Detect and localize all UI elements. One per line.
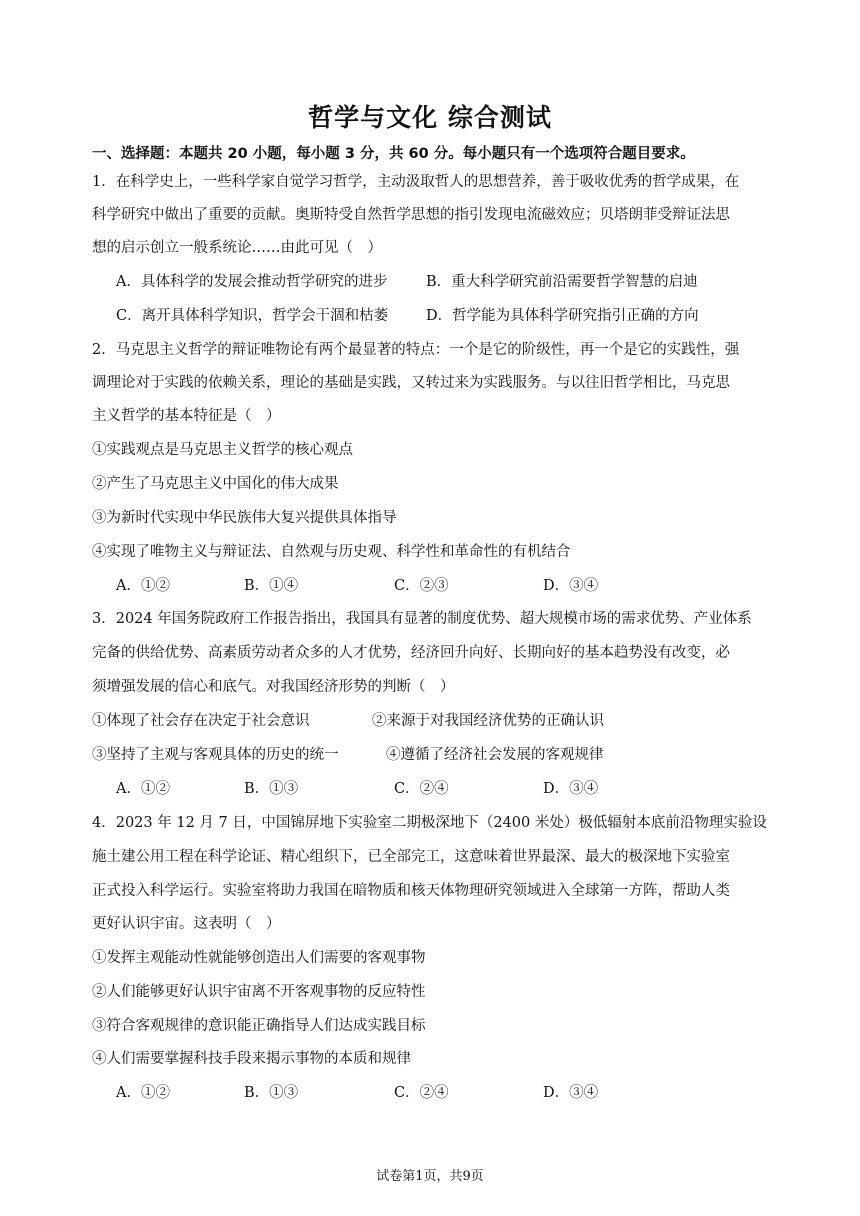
statement-4: ④实现了唯物主义与辩证法、自然观与历史观、科学性和革命性的有机结合 — [92, 544, 571, 560]
question-stem-line: 调理论对于实践的依赖关系，理论的基础是实践，又转过来为实践服务。与以往旧哲学相比，马克思 — [92, 375, 730, 391]
option-c: C．②④ — [394, 1085, 449, 1101]
option-c: C．离开具体科学知识，哲学会干涸和枯萎 — [116, 308, 389, 324]
option-c: C．②④ — [394, 781, 449, 797]
option-a: A．①② — [116, 578, 170, 594]
statement-3: ③为新时代实现中华民族伟大复兴提供具体指导 — [92, 510, 397, 526]
section-heading: 一、选择题：本题共 20 小题，每小题 3 分，共 60 分。每小题只有一个选项符合题目要求。 — [92, 146, 695, 162]
statement-3: ③符合客观规律的意识能正确指导人们达成实践目标 — [92, 1018, 426, 1034]
option-d: D．③④ — [543, 1085, 599, 1101]
statement-4: ④遵循了经济社会发展的客观规律 — [386, 747, 604, 763]
question-stem-line: 1．在科学史上，一些科学家自觉学习哲学，主动汲取哲人的思想营养，善于吸收优秀的哲学成果，在 — [92, 174, 740, 190]
question-stem-line: 2．马克思主义哲学的辩证唯物论有两个最显著的特点：一个是它的阶级性，再一个是它的实践性，强 — [92, 342, 740, 358]
question-stem-line: 施土建公用工程在科学论证、精心组织下，已全部完工，这意味着世界最深、最大的极深地下实验室 — [92, 849, 730, 865]
question-stem-line: 想的启示创立一般系统论……由此可见（ ） — [92, 240, 382, 256]
statement-1: ①实践观点是马克思主义哲学的核心观点 — [92, 442, 353, 458]
question-stem-line: 须增强发展的信心和底气。对我国经济形势的判断（ ） — [92, 679, 455, 695]
question-stem-line: 3．2024 年国务院政府工作报告指出，我国具有显著的制度优势、超大规模市场的需求优势、产业体系 — [92, 611, 752, 627]
option-a: A．①② — [116, 1085, 170, 1101]
statement-3: ③坚持了主观与客观具体的历史的统一 — [92, 747, 339, 763]
statement-1: ①发挥主观能动性就能够创造出人们需要的客观事物 — [92, 950, 426, 966]
statement-4: ④人们需要掌握科技手段来揭示事物的本质和规律 — [92, 1051, 411, 1067]
statement-2: ②人们能够更好认识宇宙离不开客观事物的反应特性 — [92, 984, 426, 1000]
option-d: D．③④ — [543, 781, 599, 797]
question-stem-line: 正式投入科学运行。实验室将助力我国在暗物质和核天体物理研究领域进入全球第一方阵，帮助人类 — [92, 883, 730, 899]
page-footer: 试卷第1页，共9页 — [376, 1169, 484, 1184]
option-b: B．重大科学研究前沿需要哲学智慧的启迪 — [426, 274, 698, 290]
option-d: D．③④ — [543, 578, 599, 594]
page-title: 哲学与文化 综合测试 — [308, 103, 552, 132]
option-c: C．②③ — [394, 578, 449, 594]
option-d: D．哲学能为具体科学研究指引正确的方向 — [426, 308, 699, 324]
option-a: A．①② — [116, 781, 170, 797]
statement-2: ②来源于对我国经济优势的正确认识 — [372, 713, 604, 729]
option-a: A．具体科学的发展会推动哲学研究的进步 — [116, 274, 388, 290]
question-stem-line: 科学研究中做出了重要的贡献。奥斯特受自然哲学思想的指引发现电流磁效应；贝塔朗菲受辩证法思 — [92, 207, 730, 223]
option-b: B．①④ — [244, 578, 299, 594]
statement-1: ①体现了社会存在决定于社会意识 — [92, 713, 310, 729]
question-stem-line: 4．2023 年 12 月 7 日，中国锦屏地下实验室二期极深地下（2400 米处）极低辐射本底前沿物理实验设 — [92, 815, 767, 831]
question-stem-line: 更好认识宇宙。这表明（ ） — [92, 916, 281, 932]
option-b: B．①③ — [244, 781, 299, 797]
question-stem-line: 主义哲学的基本特征是（ ） — [92, 408, 281, 424]
question-stem-line: 完备的供给优势、高素质劳动者众多的人才优势，经济回升向好、长期向好的基本趋势没有改变，必 — [92, 645, 730, 661]
option-b: B．①③ — [244, 1085, 299, 1101]
statement-2: ②产生了马克思主义中国化的伟大成果 — [92, 476, 339, 492]
